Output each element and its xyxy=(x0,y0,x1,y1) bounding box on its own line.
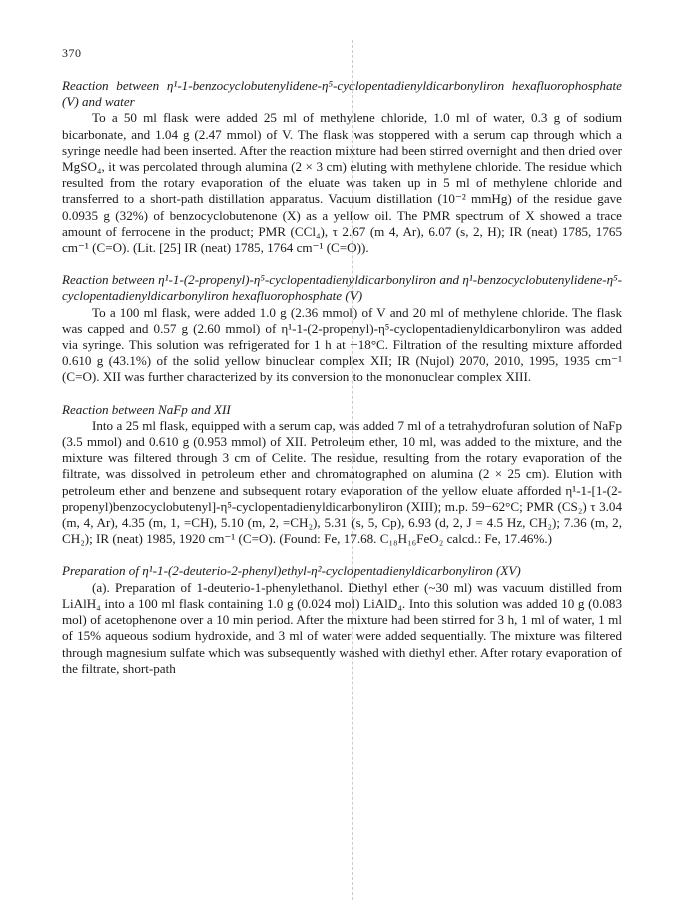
section-gap xyxy=(62,256,622,272)
section-heading: Reaction between NaFp and XII xyxy=(62,401,231,417)
page-number: 370 xyxy=(62,46,82,60)
section-paragraph: To a 50 ml flask were added 25 ml of methylene chloride, 1.0 ml of water, 0.3 g of sodium bicarbonate, and 1.04 g (2.47 mmol) of V. The flask was stoppered with a serum cap through which a syringe needle had been inserted. After the reaction mixture had been stirred overnight and then dried over MgSO₄, it was percolated through alumina (2 × 3 cm) eluting with methylene chloride. The residue which resulted from the rotary evaporation of the eluate was taken up in 5 ml of methylene chloride and transferred to a short-path distillation apparatus. Vacuum distillation (10⁻² mmHg) of the residue gave 0.0935 g (32%) of benzocyclobutenone (X) as a yellow oil. The PMR spectrum of X showed a trace amount of ferrocene in the product; PMR (CCl₄), τ 2.67 (m 4, Ar), 6.07 (s, 2, H); IR (neat) 1785, 1765 cm⁻¹ (C=O). (Lit. [25] IR (neat) 1785, 1764 cm⁻¹ (C=O)). xyxy=(62,110,622,256)
section-paragraph: Into a 25 ml flask, equipped with a serum cap, was added 7 ml of a tetrahydrofuran solution of NaFp (3.5 mmol) and 0.610 g (0.953 mmol) of XII. Petroleum ether, 10 ml, was added to the mixture, and the mixture was filtered through 3 cm of Celite. The residue, resulting from the rotary evaporation of the filtrate, was dissolved in petroleum ether and chromatographed on alumina (2 × 25 cm). Elution with petroleum ether and benzene and subsequent rotary evaporation of the yellow eluate afforded η¹-1-[1-(2-propenyl)benzocyclobutenyl]-η⁵-cyclopentadienyldicarbonyliron (XIII); m.p. 59−62°C; PMR (CS₂) τ 3.04 (m, 4, Ar), 4.35 (m, 1, =CH), 5.10 (m, 2, =CH₂), 5.31 (s, 5, Cp), 6.93 (d, 2, J = 4.5 Hz, CH₂); 7.36 (m, 2, CH₂); IR (neat) 1985, 1920 cm⁻¹ (C=O). (Found: Fe, 17.68. C₁₈H₁₆FeO₂ calcd.: Fe, 17.46%.) xyxy=(62,417,622,547)
section-heading: Reaction between η¹-1-benzocyclobutenylidene-η⁵-cyclopentadienyldicarbonyliron hexafluorophosphate (V) and water xyxy=(62,78,622,110)
section-heading: Reaction between η¹-1-(2-propenyl)-η⁵-cyclopentadienyldicarbonyliron and η¹-benzocyclobutenylidene-η⁵-cyclopentadienyldicarbonyliron hexafluorophosphate (V) xyxy=(62,272,622,304)
section-gap xyxy=(62,547,622,563)
article-body xyxy=(62,78,622,677)
section-gap xyxy=(62,386,622,402)
section-paragraph: (a). Preparation of 1-deuterio-1-phenylethanol. Diethyl ether (~30 ml) was vacuum distilled from LiAlH₄ into a 100 ml flask containing 1.0 g (0.024 mol) LiAlD₄. Into this solution was added 10 g (0.083 mol) of acetophenone over a 10 min period. After the mixture had been stirred for 3 h, 1 ml of water, 1 ml of 15% aqueous sodium hydroxide, and 3 ml of water were added sequentially. The mixture was filtered through magnesium sulfate which was subsequently washed with diethyl ether. After rotary evaporation of the filtrate, short-path xyxy=(62,579,622,676)
section-heading: Preparation of η¹-1-(2-deuterio-2-phenyl)ethyl-η²-cyclopentadienyldicarbonyliron (XV) xyxy=(62,563,521,579)
section-paragraph: To a 100 ml flask, were added 1.0 g (2.36 mmol) of V and 20 ml of methylene chloride. The flask was capped and 0.57 g (2.60 mmol) of η¹-1-(2-propenyl)-η⁵-cyclopentadienyldicarbonyliron was added via syringe. This solution was refrigerated for 1 h at −18°C. Filtration of the resulting mixture afforded 0.610 g (43.1%) of the solid yellow binuclear complex XII; IR (Nujol) 2070, 2010, 1995, 1935 cm⁻¹ (C=O). XII was further characterized by its conversion to the mononuclear complex XIII. xyxy=(62,304,622,385)
